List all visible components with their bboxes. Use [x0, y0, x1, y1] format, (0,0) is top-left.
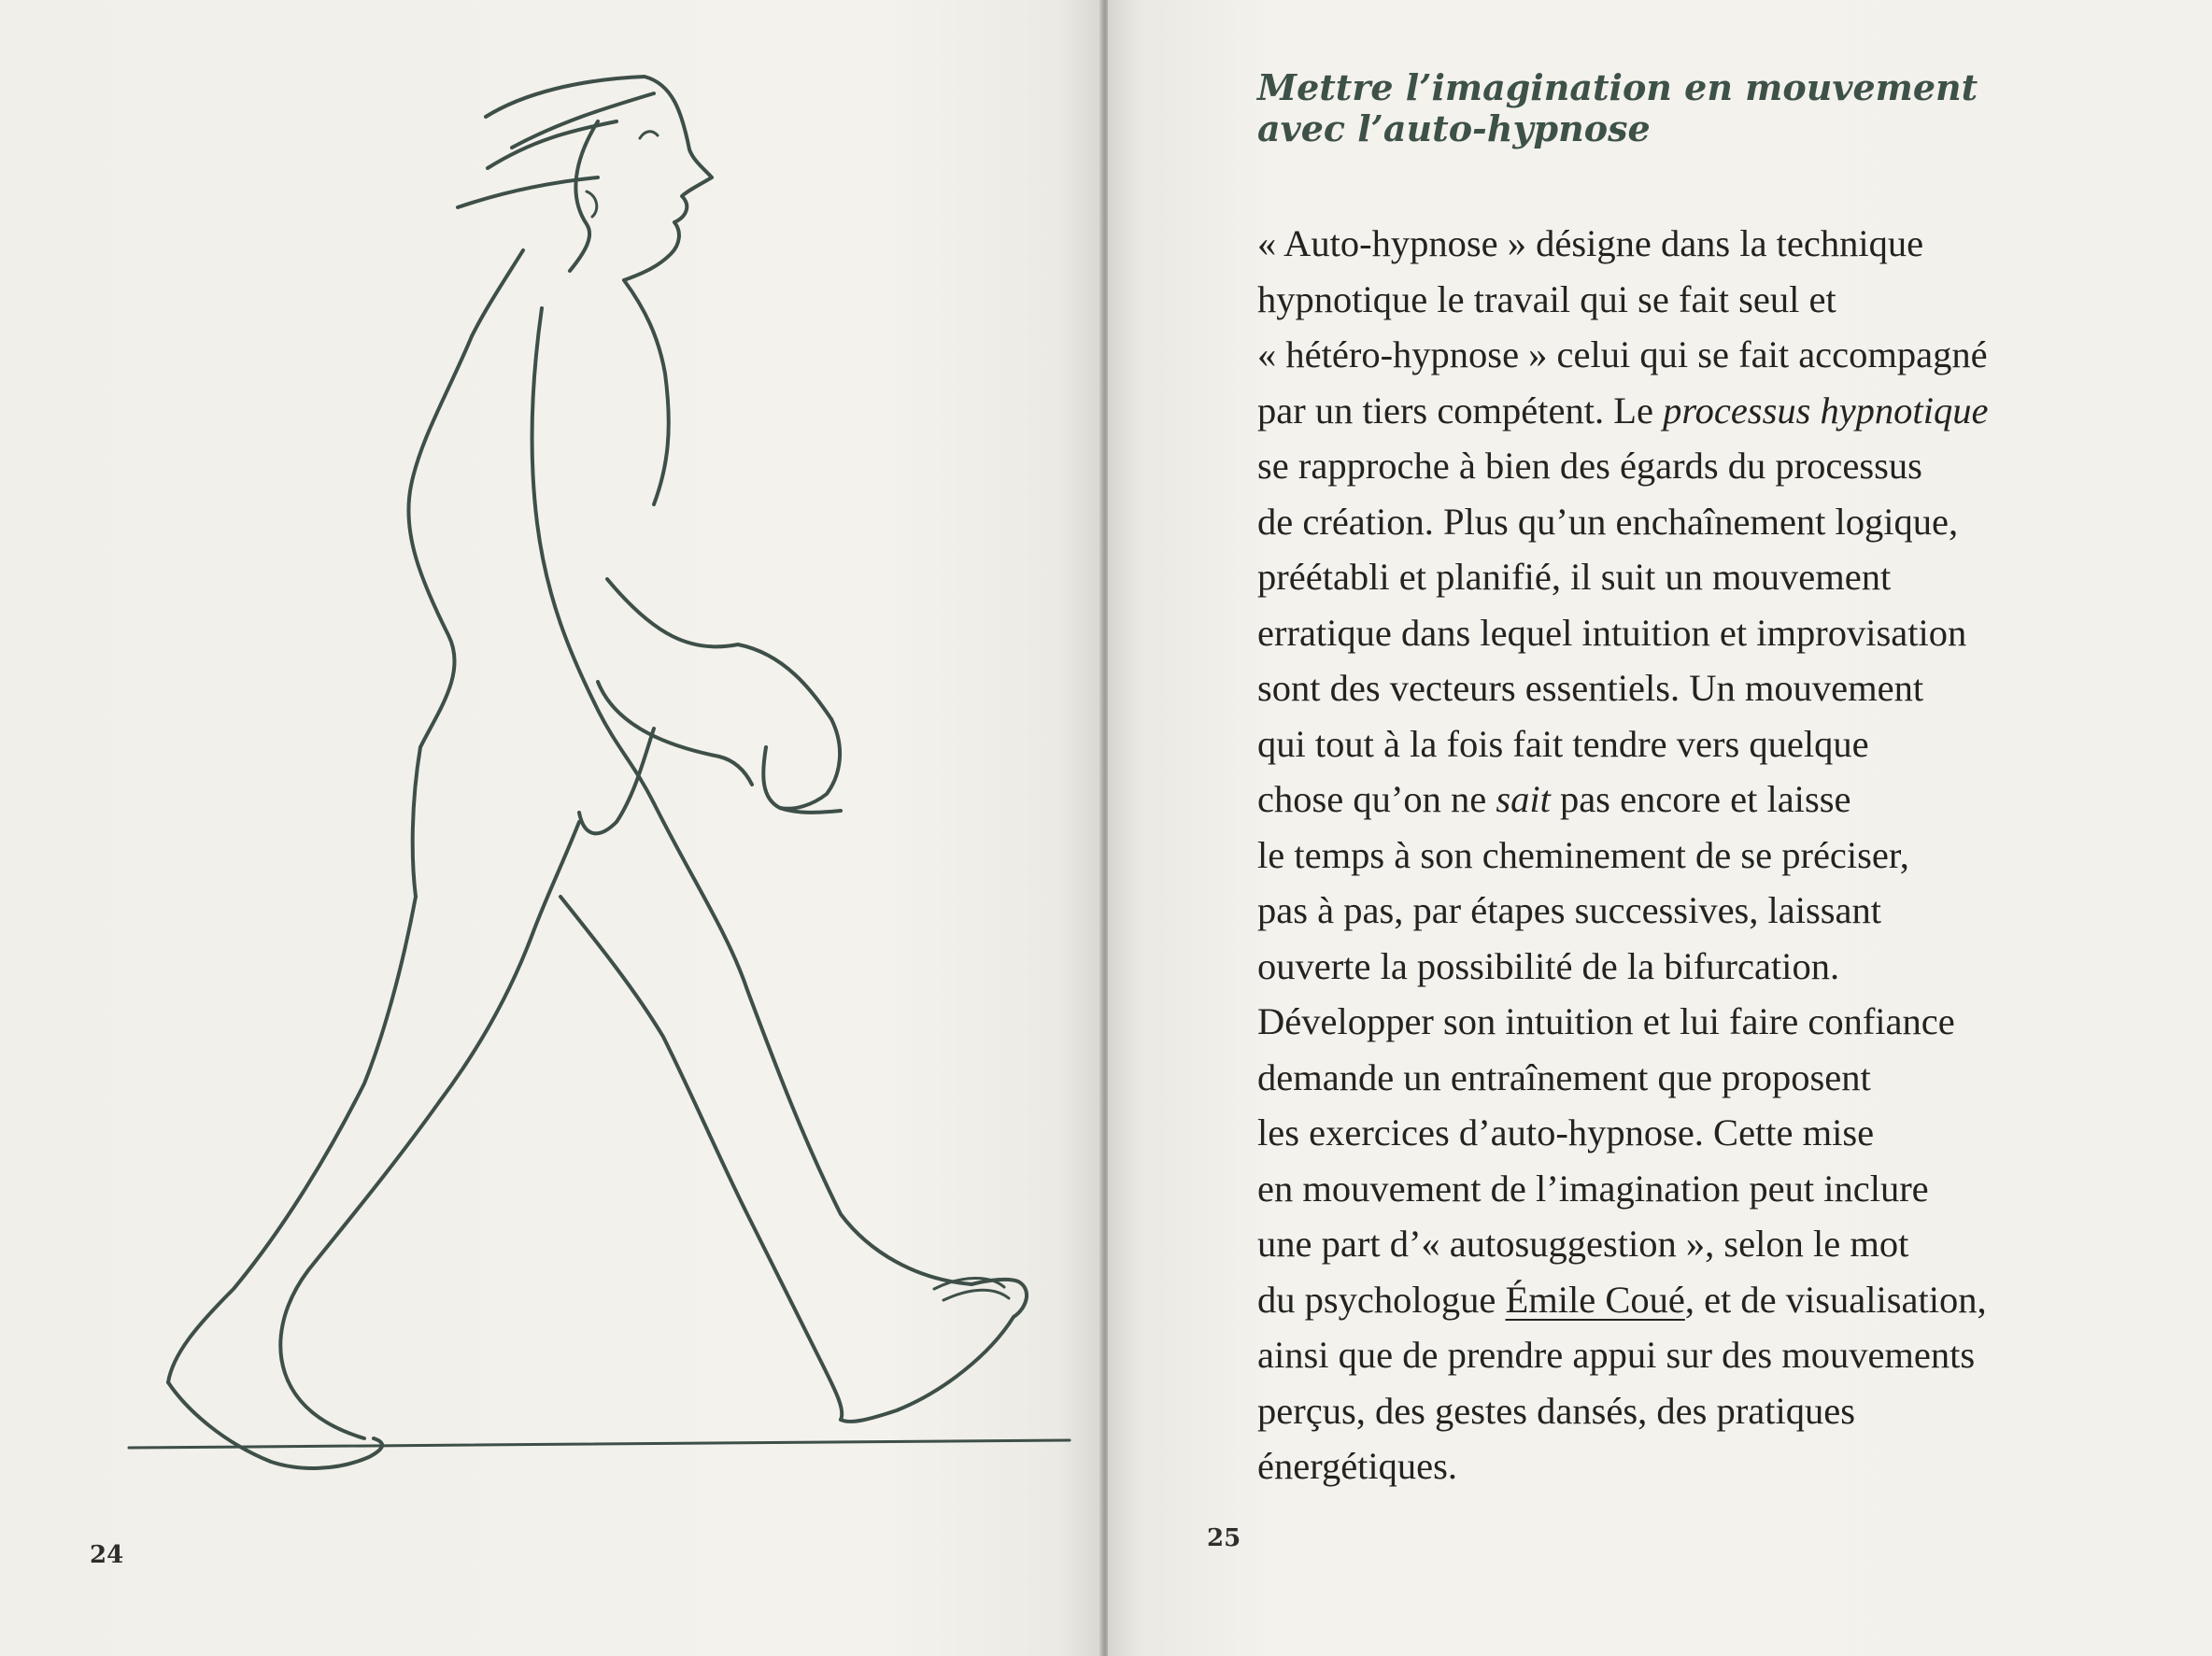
- italic-term: sait: [1496, 778, 1551, 820]
- neck-back: [472, 250, 523, 336]
- section-heading: [1257, 67, 2098, 149]
- body-line: qui tout à la fois fait tendre vers quelque: [1257, 722, 1869, 765]
- eye: [640, 132, 658, 138]
- body-paragraph: [1257, 216, 2154, 1494]
- face-profile: [624, 149, 712, 280]
- body-line: énergétiques.: [1257, 1445, 1458, 1487]
- back-line: [408, 336, 472, 747]
- body-line: en mouvement de l’imagination peut inclure: [1257, 1167, 1929, 1210]
- heading-line: avec l’auto-hypnose: [1257, 107, 1651, 149]
- body-line: demande un entraînement que proposent: [1257, 1055, 1871, 1098]
- ground-line: [129, 1440, 1070, 1448]
- body-line: perçus, des gestes dansés, des pratiques: [1257, 1389, 1855, 1432]
- body-line: « Auto-hypnose » désigne dans la technique: [1257, 222, 1924, 264]
- hip: [413, 747, 420, 897]
- text-run: , et de visualisation,: [1684, 1278, 1987, 1321]
- body-line: le temps à son cheminement de se préciser,: [1257, 833, 1909, 876]
- body-line: les exercices d’auto-hypnose. Cette mise: [1257, 1111, 1875, 1154]
- body-line: erratique dans lequel intuition et improvisation: [1257, 611, 1967, 654]
- left-page: [0, 0, 1102, 1656]
- body-line: une part d’« autosuggestion », selon le mot: [1257, 1223, 1909, 1265]
- back-foot: [168, 1382, 382, 1468]
- text-run: du psychologue: [1257, 1278, 1506, 1321]
- walking-figure-line-drawing-icon: [0, 0, 1102, 1656]
- body-line: ouverte la possibilité de la bifurcation.: [1257, 944, 1840, 987]
- body-line: [1257, 1272, 2154, 1328]
- hair-strand: [512, 93, 654, 148]
- text-run: pas encore et laisse: [1550, 778, 1851, 820]
- heading-line: Mettre l’imagination en mouvement: [1257, 66, 1978, 108]
- page-number: 24: [90, 1541, 124, 1569]
- body-line: sont des vecteurs essentiels. Un mouvement: [1257, 667, 1924, 709]
- back-leg-outer: [168, 897, 416, 1382]
- forearm: [780, 719, 840, 809]
- body-line: préétabli et planifié, il suit un mouvement: [1257, 556, 1892, 598]
- text-run: chose qu’on ne: [1257, 778, 1496, 820]
- back-leg-inner: [280, 822, 579, 1438]
- body-line: [1257, 383, 2154, 439]
- page-number: 25: [1207, 1524, 1241, 1552]
- body-line: hypnotique le travail qui se fait seul et: [1257, 277, 1836, 320]
- body-line: Développer son intuition et lui faire confiance: [1257, 1000, 1955, 1042]
- body-line: pas à pas, par étapes successives, laissant: [1257, 889, 1882, 931]
- front-leg-inner: [560, 897, 842, 1420]
- body-line: ainsi que de prendre appui sur des mouvements: [1257, 1334, 1976, 1376]
- body-line: se rapproche à bien des égards du processus: [1257, 445, 1922, 487]
- underlined-name: Émile Coué: [1505, 1278, 1685, 1321]
- hand: [763, 747, 841, 813]
- italic-term: processus hypnotique: [1663, 389, 1989, 432]
- front-leg-outer: [654, 803, 971, 1284]
- front-foot: [841, 1280, 1027, 1422]
- torso-front: [532, 308, 654, 803]
- text-run: par un tiers compétent. Le: [1257, 389, 1664, 432]
- body-line: « hétéro-hypnose » celui qui se fait accompagné: [1257, 333, 1988, 375]
- upper-arm: [607, 579, 831, 719]
- body-line: [1257, 771, 2154, 828]
- chest-line: [624, 280, 669, 504]
- hand-lower: [598, 682, 752, 785]
- body-line: de création. Plus qu’un enchaînement logique,: [1257, 500, 1959, 543]
- ear: [587, 191, 597, 217]
